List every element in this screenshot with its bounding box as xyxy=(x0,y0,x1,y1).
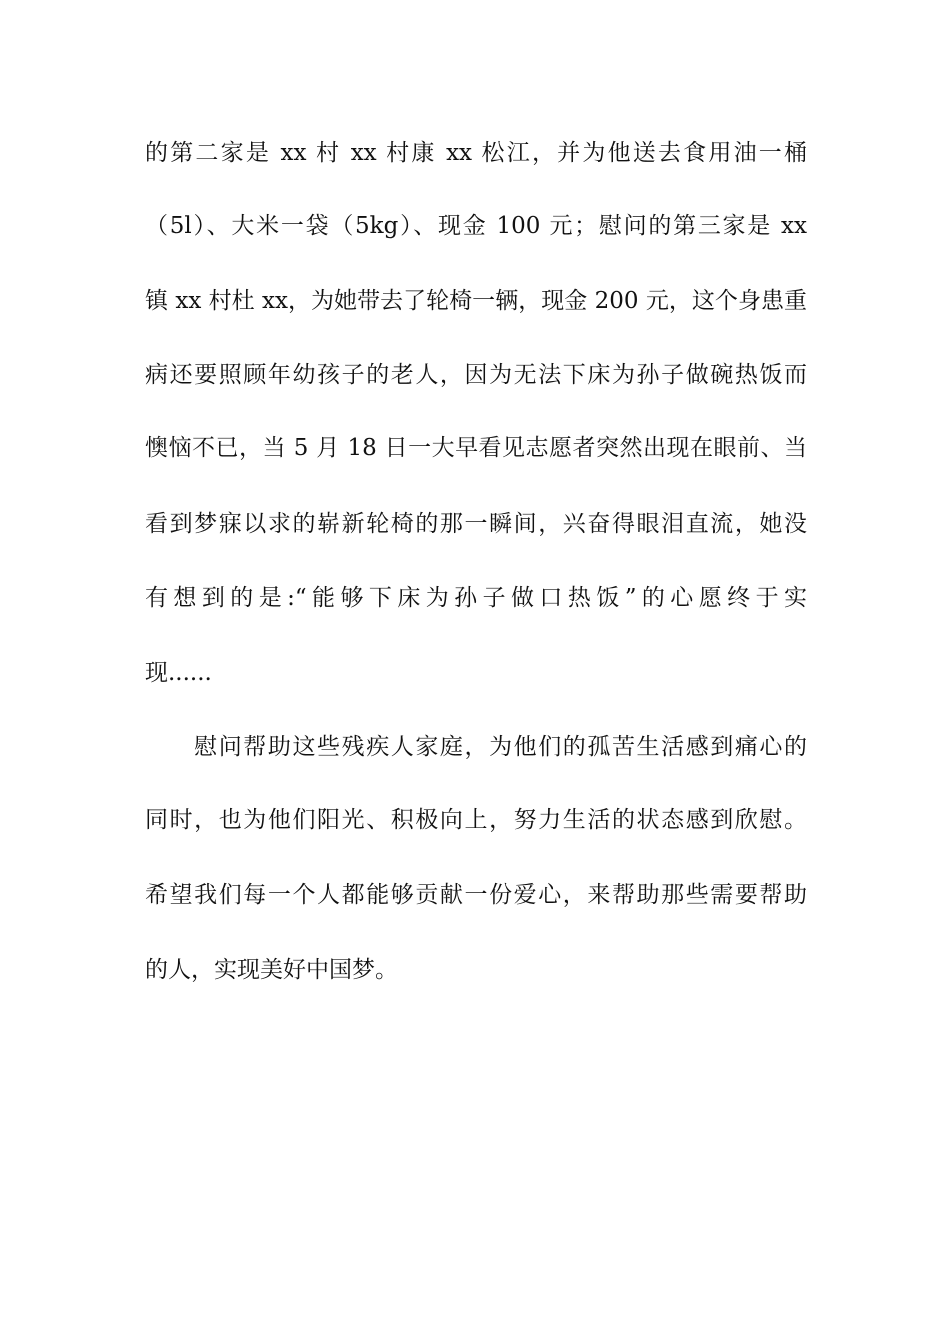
paragraph-2-line-1: 慰问帮助这些残疾人家庭，为他们的孤苦生活感到痛心的 xyxy=(145,734,807,760)
paragraph-1-line-6: 看到梦寐以求的崭新轮椅的那一瞬间，兴奋得眼泪直流，她没 xyxy=(145,511,807,537)
paragraph-1-line-3: 镇 xx 村杜 xx，为她带去了轮椅一辆，现金 200 元，这个身患重 xyxy=(145,288,807,314)
paragraph-1-line-5: 懊恼不已，当 5 月 18 日一大早看见志愿者突然出现在眼前、当 xyxy=(145,435,807,461)
paragraph-1-line-8: 现...... xyxy=(145,660,212,686)
paragraph-1-line-1: 的第二家是 xx 村 xx 村康 xx 松江，并为他送去食用油一桶 xyxy=(145,140,807,166)
paragraph-1-line-4: 病还要照顾年幼孩子的老人，因为无法下床为孙子做碗热饭而 xyxy=(145,362,807,388)
paragraph-2-line-2: 同时，也为他们阳光、积极向上，努力生活的状态感到欣慰。 xyxy=(145,807,807,833)
paragraph-2-line-4: 的人，实现美好中国梦。 xyxy=(145,957,398,983)
paragraph-1-line-7: 有想到的是:“能够下床为孙子做口热饭”的心愿终于实 xyxy=(145,585,807,611)
paragraph-2-line-3: 希望我们每一个人都能够贡献一份爱心，来帮助那些需要帮助 xyxy=(145,882,807,908)
paragraph-1-line-2: （5l）、大米一袋（5kg）、现金 100 元；慰问的第三家是 xx xyxy=(145,213,807,239)
